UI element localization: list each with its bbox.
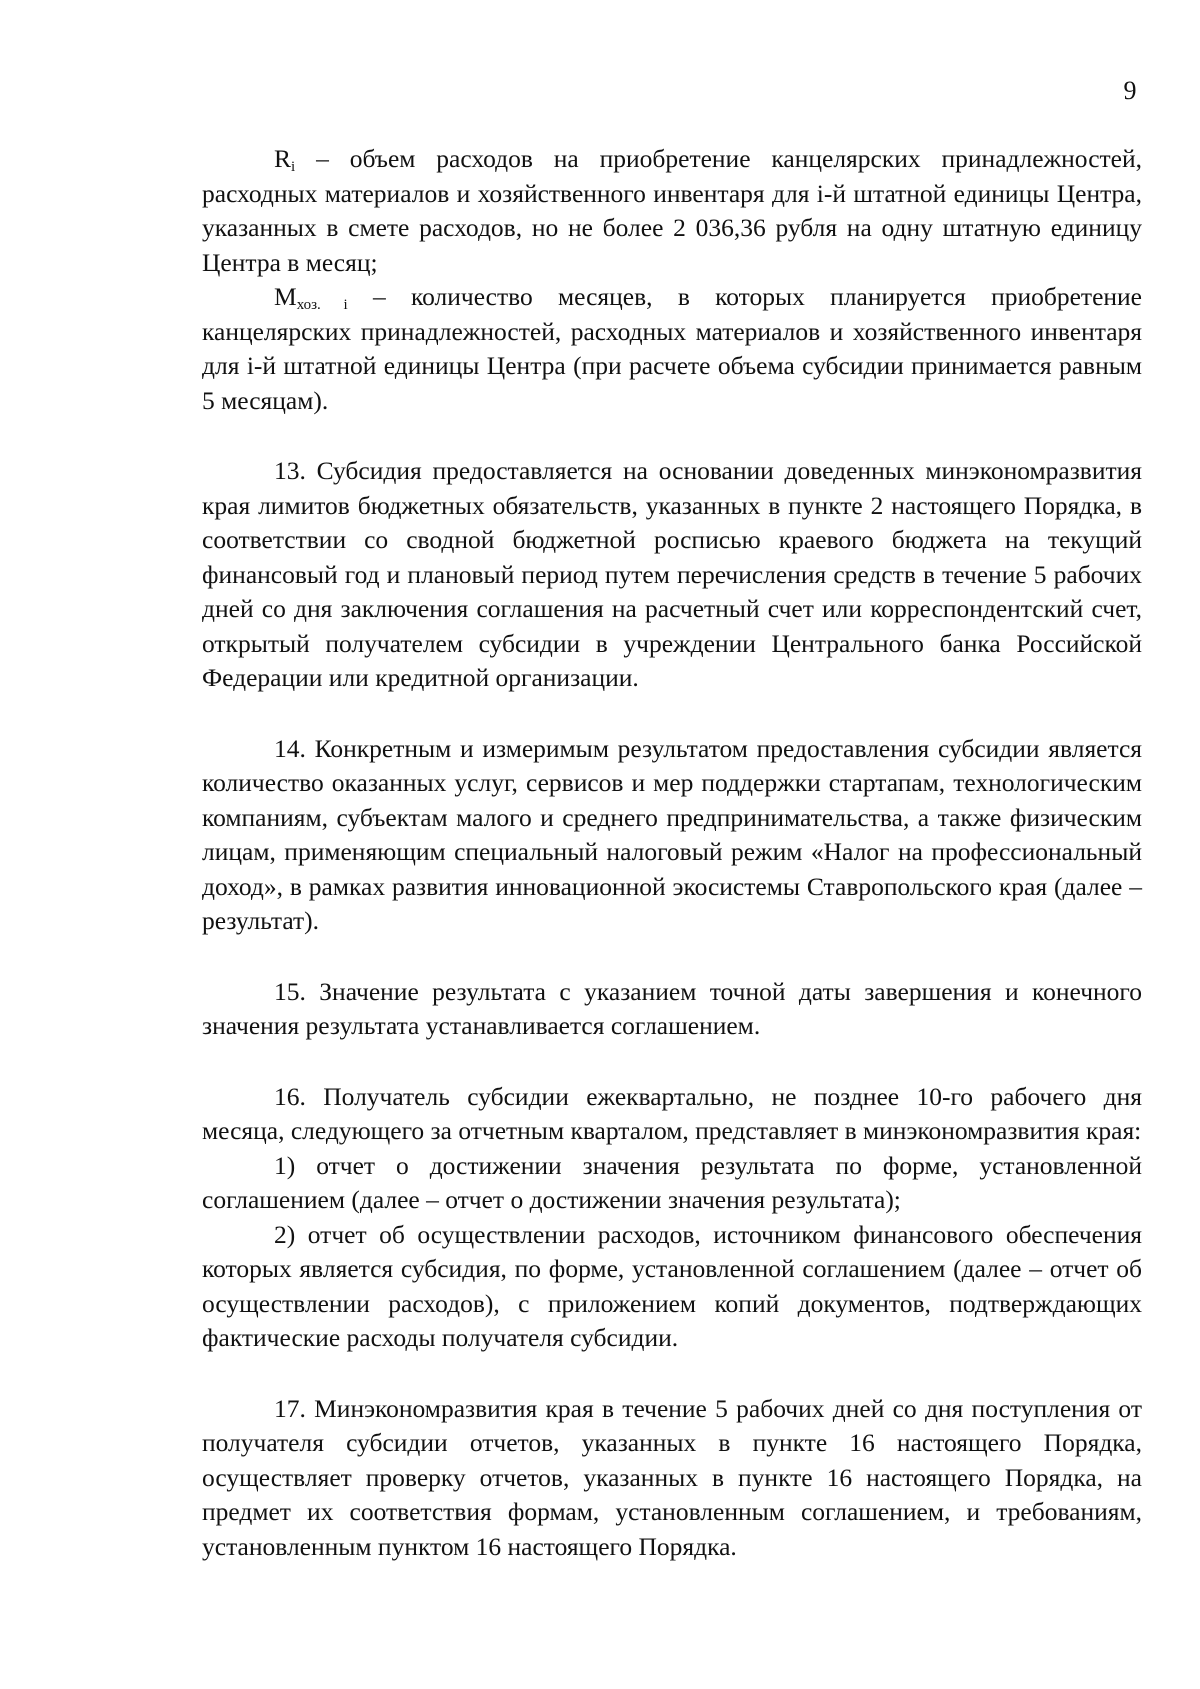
- section-14: 14. Конкретным и измеримым результатом предоставления субсидии является количество оказанных услуг, сервисов и мер поддержки стартапам, технологическим компаниям, субъектам малого и среднего предпринимательства, а также физическим лицам, применяющим специальный налоговый режим «Налог на профессиональный доход», в рамках развития инновационной экосистемы Ставропольского края (далее – результат).: [202, 733, 1142, 935]
- section-16-item-1: 1) отчет о достижении значения результата по форме, установленной соглашением (далее – отчет о достижении значения результата);: [202, 1150, 1142, 1214]
- section-17: 17. Минэкономразвития края в течение 5 рабочих дней со дня поступления от получателя субсидии отчетов, указанных в пункте 16 настоящего Порядка, осуществляет проверку отчетов, указанных в пункте 16 настоящего Порядка, на предмет их соответствия формам, установленным соглашением, и требованиям, установленным пунктом 16 настоящего Порядка.: [202, 1393, 1142, 1561]
- paragraph-gap: [202, 418, 1142, 454]
- document-body: [202, 142, 1142, 1564]
- definition-subscript: i: [291, 159, 296, 175]
- definition-symbol: M: [274, 282, 297, 311]
- section-16-intro: 16. Получатель субсидии ежеквартально, не позднее 10-го рабочего дня месяца, следующего за отчетным кварталом, представляет в минэкономразвития края:: [202, 1081, 1142, 1145]
- definition-m-hoz-i: [202, 280, 1142, 418]
- paragraph-gap: [202, 939, 1142, 975]
- definition-text: – количество месяцев, в которых планируется приобретение канцелярских принадлежностей, расходных материалов и хозяйственного инвентаря для i-й штатной единицы Центра (при расчете объема субсидии принимается равным 5 месяцам).: [202, 282, 1142, 415]
- paragraph-gap: [202, 696, 1142, 732]
- definition-text: – объем расходов на приобретение канцелярских принадлежностей, расходных материалов и хозяйственного инвентаря для i-й штатной единицы Центра, указанных в смете расходов, но не более 2 036,36 рубля на одну штатную единицу Центра в месяц;: [202, 144, 1142, 277]
- definition-r-i: [202, 142, 1142, 280]
- section-16-item-2: 2) отчет об осуществлении расходов, источником финансового обеспечения которых является субсидия, по форме, установленной соглашением (далее – отчет об осуществлении расходов), с приложением копий документов, подтверждающих фактические расходы получателя субсидии.: [202, 1219, 1142, 1352]
- definition-subscript: хоз. i: [296, 297, 348, 313]
- page-number: 9: [1123, 76, 1137, 105]
- paragraph-gap: [202, 1044, 1142, 1080]
- section-15: 15. Значение результата с указанием точной даты завершения и конечного значения результата устанавливается соглашением.: [202, 976, 1142, 1040]
- section-13: 13. Субсидия предоставляется на основании доведенных минэкономразвития края лимитов бюджетных обязательств, указанных в пункте 2 настоящего Порядка, в соответствии со сводной бюджетной росписью краевого бюджета на текущий финансовый год и плановый период путем перечисления средств в течение 5 рабочих дней со дня заключения соглашения на расчетный счет или корреспондентский счет, открытый получателем субсидии в учреждении Центрального банка Российской Федерации или кредитной организации.: [202, 456, 1142, 692]
- paragraph-gap: [202, 1356, 1142, 1392]
- definition-symbol: R: [274, 144, 292, 173]
